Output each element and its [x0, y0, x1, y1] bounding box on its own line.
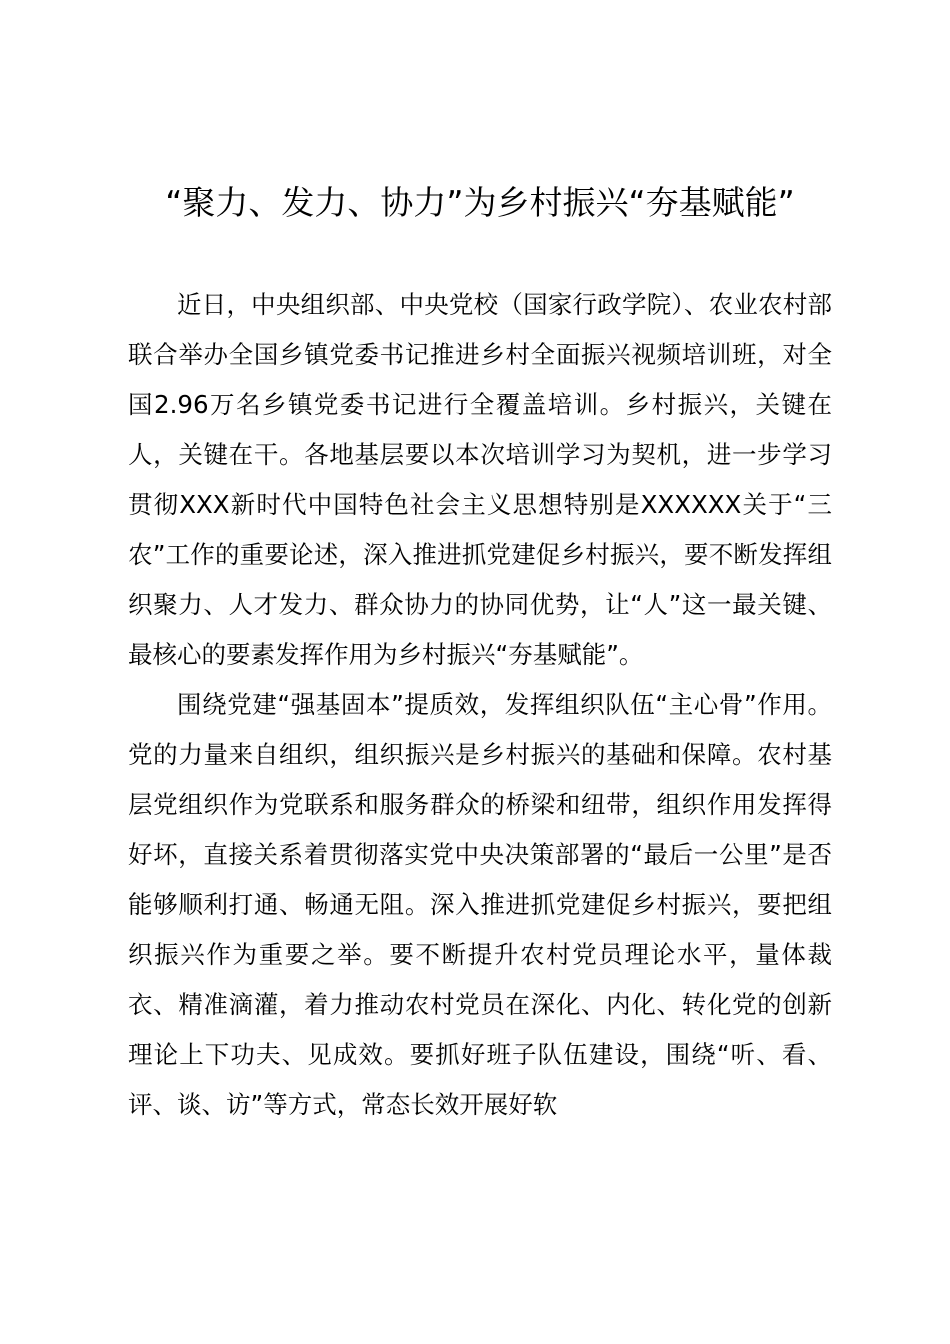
paragraph-1: 近日，中央组织部、中央党校（国家行政学院）、农业农村部联合举办全国乡镇党委书记推进乡村全面振兴视频培训班，对全国2.96万名乡镇党委书记进行全覆盖培训。乡村振兴，关键在人，关键在干。各地基层要以本次培训学习为契机，进一步学习贯彻XXX新时代中国特色社会主义思想特别是XXXXXX关于“三农”工作的重要论述，深入推进抓党建促乡村振兴，要不断发挥组织聚力、人才发力、群众协力的协同优势，让“人”这一最关键、最核心的要素发挥作用为乡村振兴“夯基赋能”。	[128, 290, 832, 669]
document-title: “聚力、发力、协力”为乡村振兴“夯基赋能”	[165, 183, 795, 222]
paragraph-2: 围绕党建“强基固本”提质效，发挥组织队伍“主心骨”作用。党的力量来自组织，组织振兴是乡村振兴的基础和保障。农村基层党组织作为党联系和服务群众的桥梁和纽带，组织作用发挥得好坏，直接关系着贯彻落实党中央决策部署的“最后一公里”是否能够顺利打通、畅通无阻。深入推进抓党建促乡村振兴，要把组织振兴作为重要之举。要不断提升农村党员理论水平，量体裁衣、精准滴灌，着力推动农村党员在深化、内化、转化党的创新理论上下功夫、见成效。要抓好班子队伍建设，围绕“听、看、评、谈、访”等方式，常态长效开展好软	[128, 690, 832, 1119]
document-body	[128, 280, 832, 1130]
